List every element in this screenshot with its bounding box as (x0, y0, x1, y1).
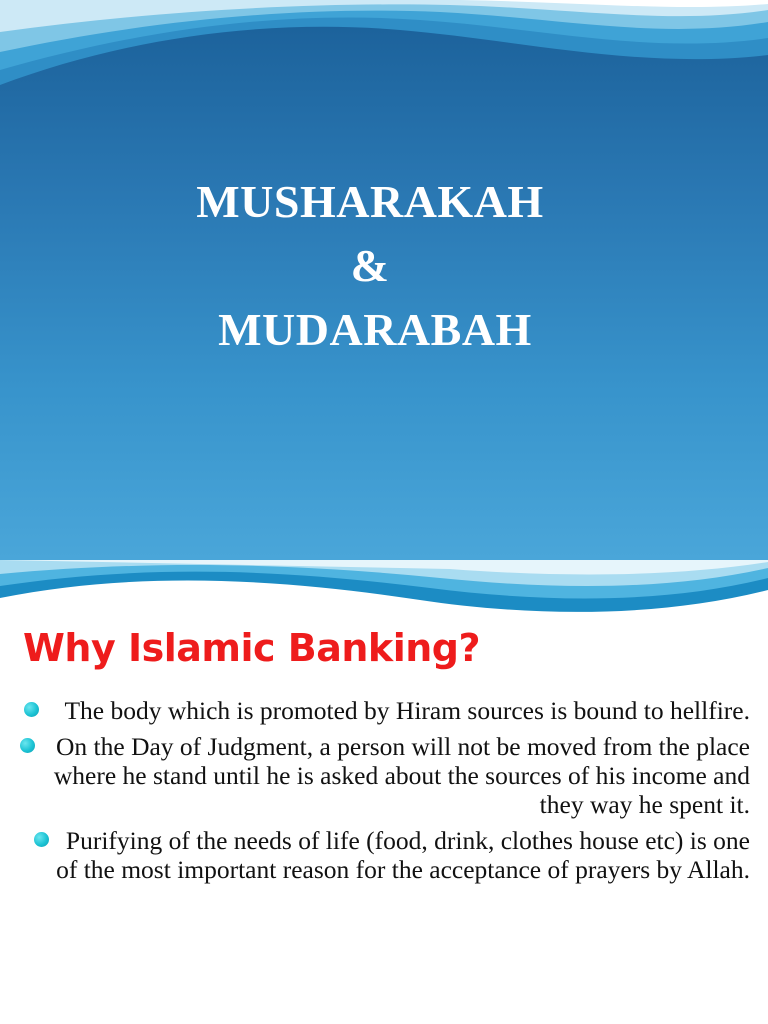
bullet-dot-icon (34, 832, 49, 847)
bullet-dot-icon (24, 702, 39, 717)
bullet-dot-icon (20, 738, 35, 753)
title-line-musharakah: MUSHARAKAH (196, 176, 544, 227)
slide-heading: Why Islamic Banking? (23, 626, 481, 670)
title-line-ampersand: & (350, 240, 390, 291)
bullet-list (18, 696, 750, 891)
wave-decoration-top (0, 560, 768, 630)
content-slide (0, 560, 768, 1024)
bullet-text: On the Day of Judgment, a person will not be moved from the place where he stand until he is asked about the sources of his income and they way he spent it. (53, 732, 750, 819)
list-item (18, 696, 750, 725)
slide-title (0, 170, 740, 362)
wave-decoration-top (0, 0, 768, 110)
bullet-text: Purifying of the needs of life (food, drink, clothes house etc) is one of the most important reason for the acceptance of prayers by Allah. (56, 826, 750, 884)
title-line-mudarabah: MUDARABAH (218, 304, 532, 355)
bullet-text: The body which is promoted by Hiram sources is bound to hellfire. (64, 696, 750, 725)
list-item (18, 732, 750, 819)
list-item (18, 826, 750, 884)
